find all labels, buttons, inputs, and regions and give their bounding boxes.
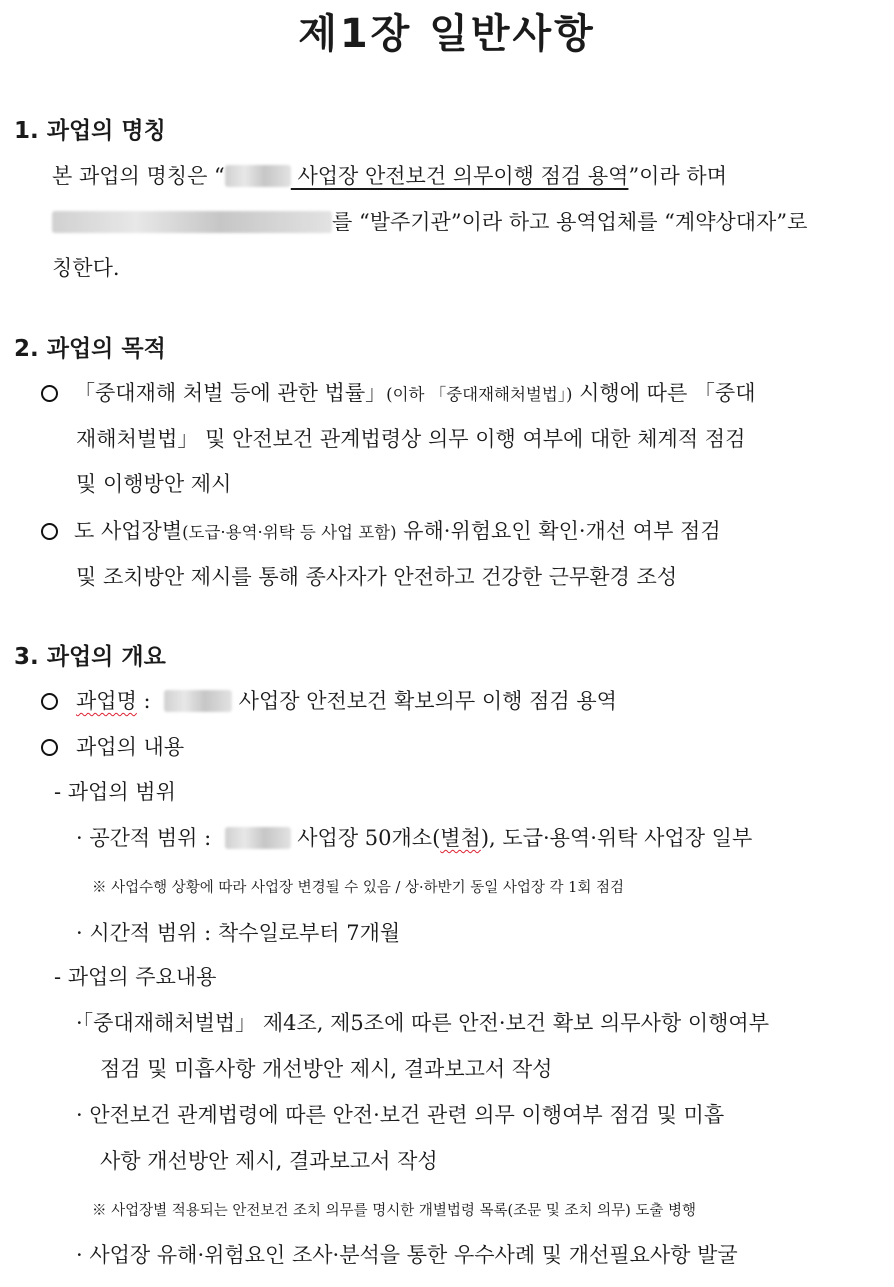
redacted-block	[164, 690, 232, 712]
section-heading-1: 1. 과업의 명칭	[14, 118, 166, 144]
project-content-label: 과업의 내용	[76, 735, 185, 759]
circle-bullet-icon	[41, 739, 58, 756]
redacted-block	[225, 827, 291, 849]
circle-bullet-icon	[41, 523, 58, 540]
scope-label: - 과업의 범위	[54, 780, 176, 804]
project-name-line: 과업명 : 사업장 안전보건 확보의무 이행 점검 용역	[76, 689, 617, 713]
spatial-scope-line: · 공간적 범위 : 사업장 50개소(별첨), 도급·용역·위탁 사업장 일부	[76, 826, 753, 850]
main-item2-line1: · 안전보건 관계법령에 따른 안전·보건 관련 의무 이행여부 점검 및 미흡	[76, 1103, 725, 1127]
note-site-change: ※ 사업수행 상황에 따라 사업장 변경될 수 있음 / 상·하반기 동일 사업장 각 1회 점검	[92, 880, 624, 896]
main-item2-line2: 사항 개선방안 제시, 결과보고서 작성	[100, 1149, 438, 1173]
paragraph-text: 본 과업의 명칭은 “ 사업장 안전보건 의무이행 점검 용역”이라 하며	[52, 164, 727, 188]
temporal-scope-line: · 시간적 범위 : 착수일로부터 7개월	[76, 921, 401, 945]
purpose-item1-line1: 「중대재해 처벌 등에 관한 법률」(이하 「중대재해처벌법」) 시행에 따른 「중대	[74, 381, 756, 405]
purpose-item2-line1: 도 사업장별(도급·용역·위탁 등 사업 포함) 유해·위험요인 확인·개선 여부 점검	[74, 519, 721, 543]
section1-paragraph-line1	[52, 161, 884, 191]
redacted-block	[225, 165, 291, 187]
section-heading-2: 2. 과업의 목적	[14, 336, 166, 362]
main-item3-line1: · 사업장 유해·위험요인 조사·분석을 통한 우수사례 및 개선필요사항 발굴	[76, 1243, 738, 1267]
purpose-item1-line2: 재해처벌법」 및 안전보건 관계법령상 의무 이행 여부에 대한 체계적 점검	[76, 427, 746, 451]
note-law-list: ※ 사업장별 적용되는 안전보건 조치 의무를 명시한 개별법령 목록(조문 및 조치 의무) 도출 병행	[92, 1203, 696, 1219]
redacted-block	[52, 211, 332, 233]
main-item1-line2: 점검 및 미흡사항 개선방안 제시, 결과보고서 작성	[100, 1057, 553, 1081]
main-item1-line1: ·「중대재해처벌법」 제4조, 제5조에 따른 안전·보건 확보 의무사항 이행여부	[76, 1011, 769, 1035]
main-content-label: - 과업의 주요내용	[54, 965, 217, 989]
section1-paragraph-line3: 칭한다.	[52, 256, 120, 280]
purpose-item1-line3: 및 이행방안 제시	[76, 472, 232, 496]
section-heading-3: 3. 과업의 개요	[14, 644, 166, 670]
circle-bullet-icon	[41, 693, 58, 710]
section1-paragraph-line2: 를 “발주기관”이라 하고 용역업체를 “계약상대자”로	[52, 207, 807, 237]
circle-bullet-icon	[41, 385, 58, 402]
chapter-title: 제1장 일반사항	[298, 11, 596, 57]
purpose-item2-line2: 및 조치방안 제시를 통해 종사자가 안전하고 건강한 근무환경 조성	[76, 565, 678, 589]
